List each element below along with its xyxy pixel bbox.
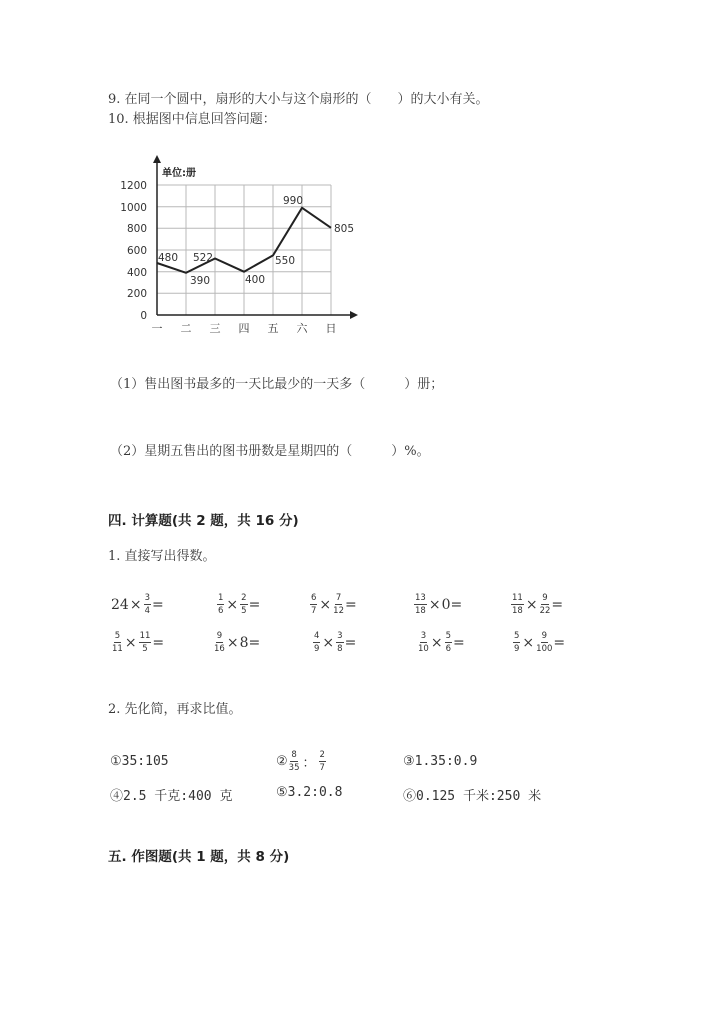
svg-text:三: 三 (209, 322, 221, 335)
y-tick-labels (120, 180, 147, 322)
calc-1-5: $\frac{11}{18}$ × $\frac{9}{22}$ = (512, 593, 564, 616)
svg-text:二: 二 (180, 322, 192, 335)
svg-text:600: 600 (126, 245, 147, 257)
sub-question-1: （1）售出图书最多的一天比最少的一天多（ ）册； (110, 377, 444, 392)
svg-text:五: 五 (267, 322, 279, 335)
svg-text:800: 800 (126, 223, 147, 235)
ratio-2: ② $\frac{8}{35}$ ： $\frac{2}{7}$ (276, 750, 325, 773)
sub-question-2: （2）星期五售出的图书册数是星期四的（ ）%。 (110, 444, 430, 459)
svg-text:0: 0 (140, 310, 147, 322)
unit-label: 单位:册 (162, 168, 196, 179)
y-axis-arrow-icon (153, 155, 161, 163)
svg-text:805: 805 (334, 223, 355, 235)
ratio-1: ①35:105 (110, 754, 169, 769)
calc-1-1: 24 × $\frac{3}{4}$ = (111, 593, 164, 616)
section-5-title: 五. 作图题(共 1 题，共 8 分) (108, 849, 290, 865)
ratio-4: ④2.5 千克:400 克 (110, 789, 233, 804)
svg-text:日: 日 (325, 322, 337, 335)
svg-text:400: 400 (245, 274, 266, 286)
calc-1-3: $\frac{6}{7}$ × $\frac{7}{12}$ = (311, 593, 357, 616)
chart-grid (157, 185, 331, 315)
calc-2-5: $\frac{5}{9}$ × $\frac{9}{100}$ = (514, 631, 566, 654)
calc-1-2: $\frac{1}{6}$ × $\frac{2}{5}$ = (218, 593, 261, 616)
ratio-6: ⑥0.125 千米:250 米 (403, 789, 542, 804)
ratio-5: ⑤3.2:0.8 (276, 785, 343, 800)
line-chart (0, 0, 720, 345)
svg-text:六: 六 (296, 322, 308, 335)
svg-text:四: 四 (238, 322, 250, 335)
svg-text:480: 480 (158, 252, 179, 264)
question-9: 9. 在同一个圆中，扇形的大小与这个扇形的（ ）的大小有关。 (108, 92, 489, 107)
section-4-q1-title: 1. 直接写出得数。 (108, 549, 216, 564)
calc-2-1: $\frac{5}{11}$ × $\frac{11}{5}$ = (112, 631, 165, 654)
calc-2-3: $\frac{4}{9}$ × $\frac{3}{8}$ = (314, 631, 357, 654)
x-axis-arrow-icon (350, 311, 358, 319)
ratio-3: ③1.35:0.9 (403, 754, 478, 769)
svg-text:990: 990 (283, 195, 304, 207)
calc-2-2: $\frac{9}{16}$ × 8 = (214, 631, 261, 654)
svg-text:1200: 1200 (120, 180, 147, 192)
svg-text:一: 一 (151, 322, 163, 335)
calc-2-4: $\frac{3}{10}$ × $\frac{5}{6}$ = (418, 631, 465, 654)
svg-text:400: 400 (126, 267, 147, 279)
question-10: 10. 根据图中信息回答问题： (108, 112, 276, 127)
svg-text:1000: 1000 (120, 202, 147, 214)
svg-text:550: 550 (275, 255, 296, 267)
calc-1-4: $\frac{13}{18}$ × 0 = (415, 593, 463, 616)
svg-text:200: 200 (126, 288, 147, 300)
section-4-title: 四. 计算题(共 2 题，共 16 分) (108, 513, 299, 529)
svg-text:390: 390 (190, 275, 211, 287)
x-tick-labels (152, 322, 337, 335)
svg-text:522: 522 (193, 252, 214, 264)
section-4-q2-title: 2. 先化简，再求比值。 (108, 702, 242, 717)
